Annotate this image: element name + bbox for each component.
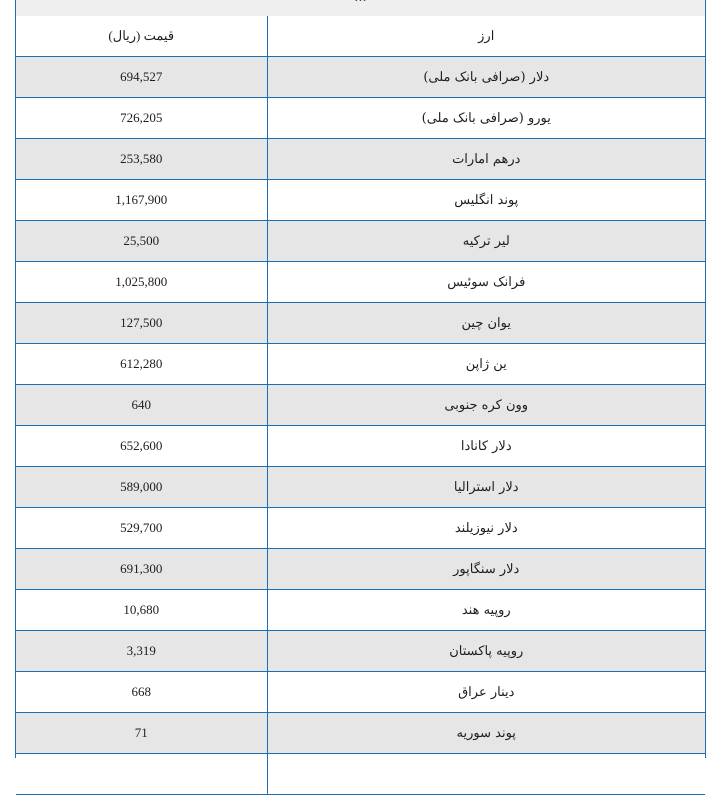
price-cell: 25,500: [16, 221, 267, 262]
price-cell: 253,580: [16, 139, 267, 180]
table-caption: [16, 0, 705, 17]
table-row: [16, 590, 705, 631]
currency-name-cell: پوند انگلیس: [267, 180, 705, 221]
price-cell: 691,300: [16, 549, 267, 590]
table-row: [16, 98, 705, 139]
table-row: [16, 631, 705, 672]
table-row: [16, 549, 705, 590]
price-cell: 1,025,800: [16, 262, 267, 303]
currency-name-cell: دلار (صرافی بانک ملی): [267, 57, 705, 98]
table-row: [16, 713, 705, 754]
price-cell: 3,319: [16, 631, 267, 672]
currency-name-cell: دینار عراق: [267, 672, 705, 713]
price-cell: 612,280: [16, 344, 267, 385]
price-cell: 10,680: [16, 590, 267, 631]
table-header-row: [16, 16, 705, 57]
currency-name-cell: روپیه هند: [267, 590, 705, 631]
price-cell: 127,500: [16, 303, 267, 344]
price-cell: 640: [16, 385, 267, 426]
table-row: [16, 221, 705, 262]
price-cell: 529,700: [16, 508, 267, 549]
currency-name-cell: پوند سوریه: [267, 713, 705, 754]
currency-name-cell: دلار استرالیا: [267, 467, 705, 508]
currency-name-cell: فرانک سوئیس: [267, 262, 705, 303]
price-cell: [16, 754, 267, 795]
price-cell: 652,600: [16, 426, 267, 467]
currency-name-cell: وون کره جنوبی: [267, 385, 705, 426]
currency-name-cell: دلار کانادا: [267, 426, 705, 467]
table-row: [16, 754, 705, 795]
price-cell: 668: [16, 672, 267, 713]
table-row: [16, 467, 705, 508]
table-row: [16, 672, 705, 713]
currency-name-cell: [267, 754, 705, 795]
currency-name-cell: روپیه پاکستان: [267, 631, 705, 672]
table-row: [16, 426, 705, 467]
price-cell: 726,205: [16, 98, 267, 139]
table-caption-text: [16, 0, 705, 5]
table-row: [16, 344, 705, 385]
currency-name-cell: ین ژاپن: [267, 344, 705, 385]
currency-name-cell: درهم امارات: [267, 139, 705, 180]
currency-name-cell: یورو (صرافی بانک ملی): [267, 98, 705, 139]
table-row: [16, 262, 705, 303]
price-cell: 71: [16, 713, 267, 754]
currency-name-cell: دلار نیوزیلند: [267, 508, 705, 549]
table-row: [16, 180, 705, 221]
price-cell: 694,527: [16, 57, 267, 98]
price-cell: 589,000: [16, 467, 267, 508]
table-row: [16, 508, 705, 549]
currency-name-cell: لیر ترکیه: [267, 221, 705, 262]
currency-rates-table: [16, 16, 705, 795]
currency-column-header: ارز: [267, 16, 705, 57]
table-body: [16, 57, 705, 795]
table-row: [16, 303, 705, 344]
table-row: [16, 385, 705, 426]
table-row: [16, 139, 705, 180]
price-cell: 1,167,900: [16, 180, 267, 221]
table-row: [16, 57, 705, 98]
currency-name-cell: یوان چین: [267, 303, 705, 344]
currency-name-cell: دلار سنگاپور: [267, 549, 705, 590]
price-column-header: قیمت (ریال): [16, 16, 267, 57]
